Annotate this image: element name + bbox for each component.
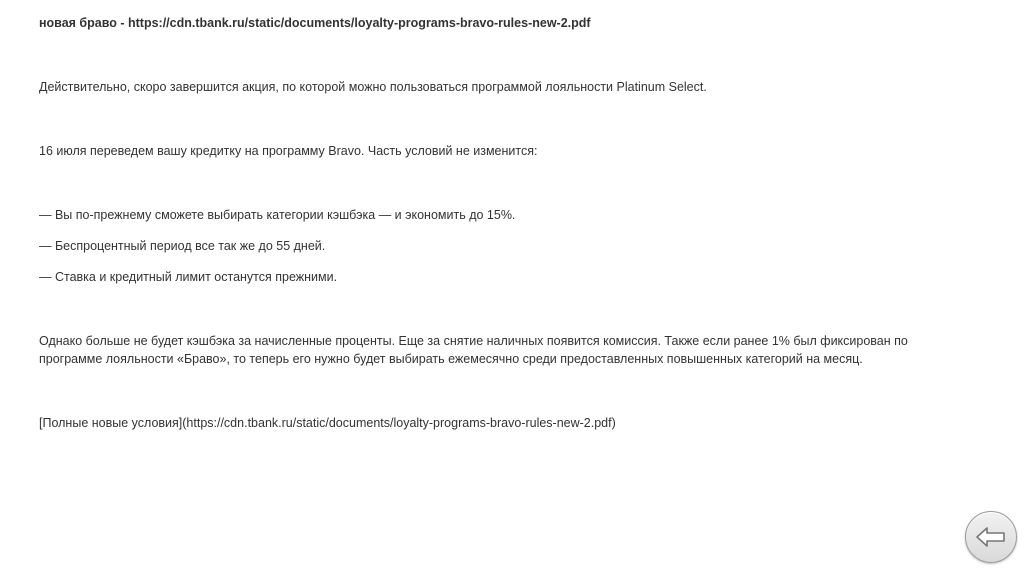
arrow-left-icon [975,525,1007,549]
bullet-item: — Ставка и кредитный лимит останутся прежними. [39,270,338,284]
paragraph-2: 16 июля переведем вашу кредитку на программу Bravo. Часть условий не изменится: [39,144,538,158]
paragraph-3: Однако больше не будет кэшбэка за начисленные проценты. Еще за снятие наличных появится комиссия. Также если ранее 1% был фиксирован по программе лояльности «Браво», то теперь его нужно будет выбирать ежемесячно среди предоставленных повышенных категорий на месяц. [39,334,908,366]
back-button[interactable] [965,511,1017,563]
paragraph-1: Действительно, скоро завершится акция, по которой можно пользоваться программой лояльности Platinum Select. [39,80,707,94]
bullet-item: — Вы по-прежнему сможете выбирать категории кэшбэка — и экономить до 15%. [39,208,516,222]
full-terms-link[interactable]: [Полные новые условия](https://cdn.tbank.ru/static/documents/loyalty-programs-bravo-rules-new-2.pdf) [39,416,616,430]
document-title: новая браво - https://cdn.tbank.ru/static/documents/loyalty-programs-bravo-rules-new-2.pdf [39,16,591,30]
document-page [39,14,969,432]
bullet-item: — Беспроцентный период все так же до 55 дней. [39,239,326,253]
